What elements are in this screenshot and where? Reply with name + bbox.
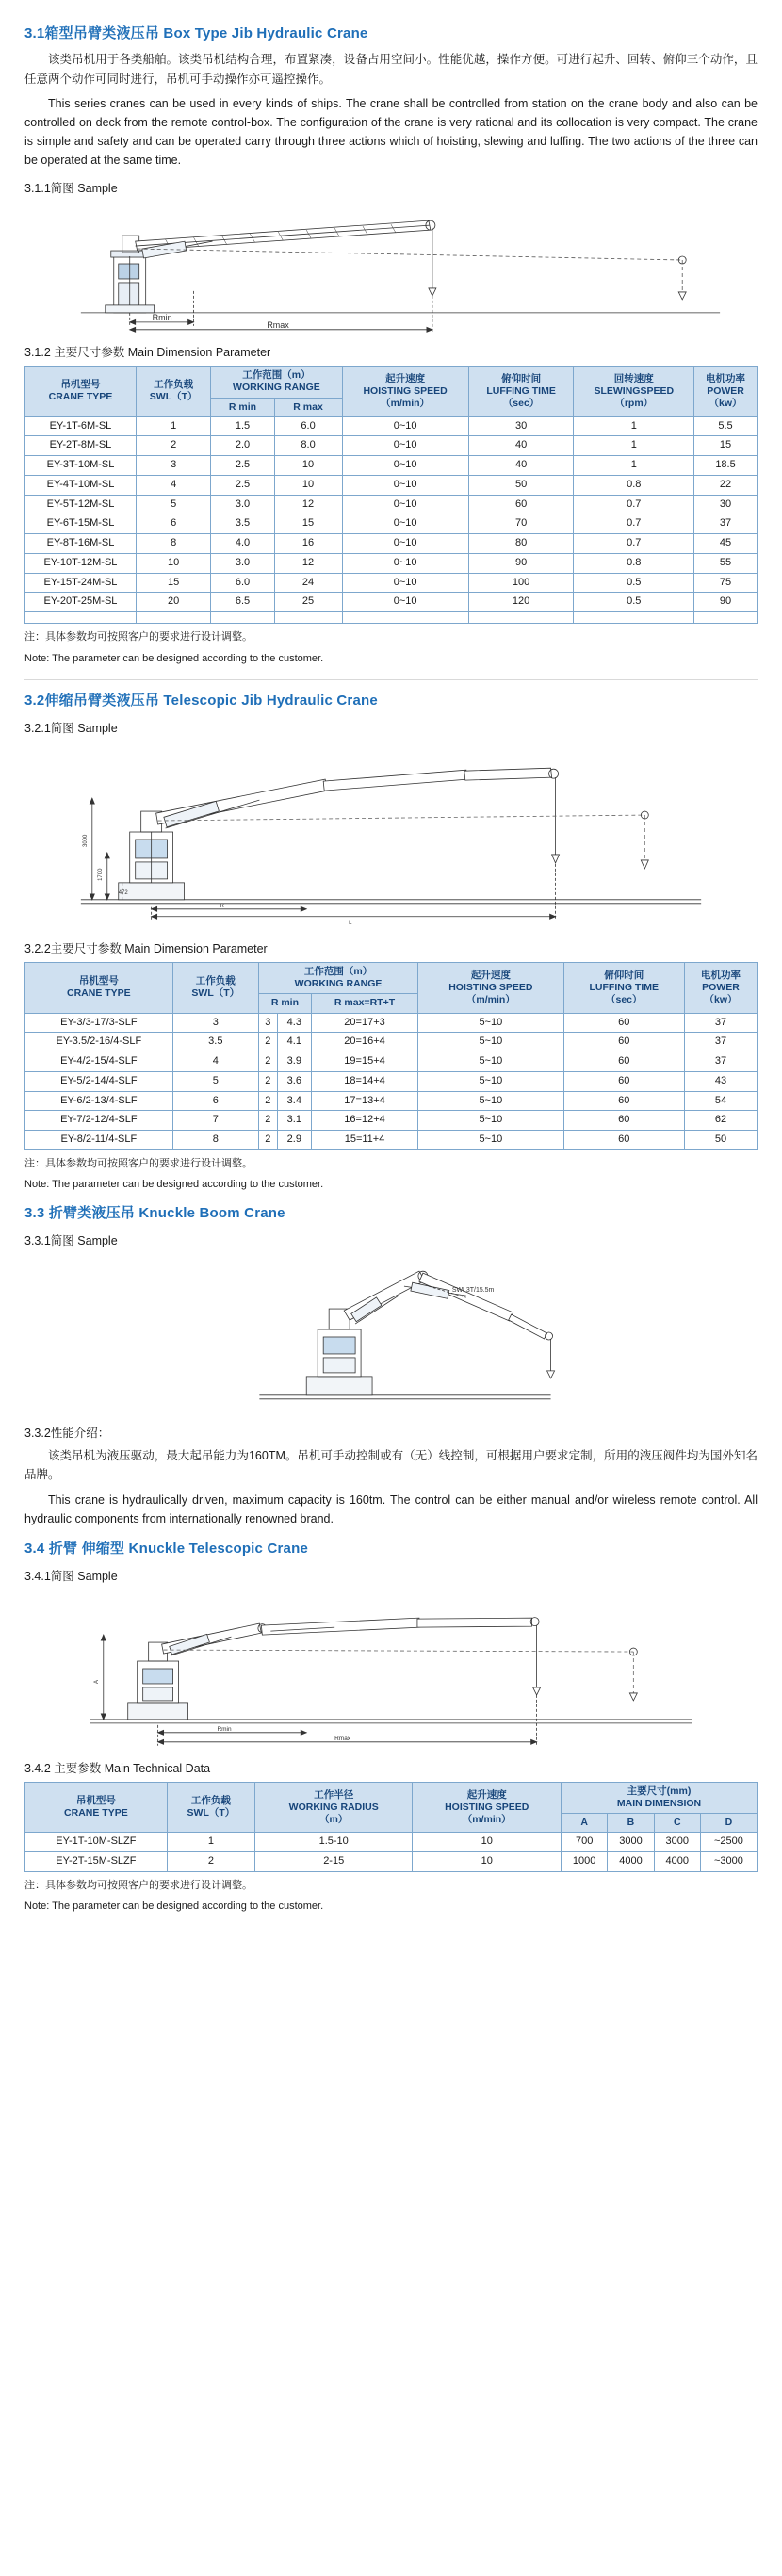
table34-col-crane-type: 吊机型号 CRANE TYPE bbox=[25, 1783, 168, 1833]
cell-rmax: 17=13+4 bbox=[311, 1091, 417, 1111]
cell-hoisting-speed: 5~10 bbox=[418, 1091, 563, 1111]
table34-body bbox=[25, 1833, 758, 1872]
cell-working-radius: 1.5-10 bbox=[255, 1833, 413, 1852]
cell-hoisting-speed: 0~10 bbox=[342, 573, 468, 593]
section-3-3-2-heading: 3.3.2性能介绍： bbox=[24, 1426, 110, 1440]
table31-head bbox=[25, 367, 758, 416]
cell-crane-type: EY-3/3-17/3-SLF bbox=[25, 1013, 173, 1033]
table31-col-rmin: R min bbox=[211, 398, 274, 416]
figure-dim-height: 3000 bbox=[82, 834, 89, 848]
table34-col-hoisting-speed: 起升速度 HOISTING SPEED （m/min） bbox=[413, 1783, 562, 1833]
figure-telescopic-jib-crane bbox=[24, 742, 758, 930]
table-row bbox=[25, 1052, 758, 1072]
cell-power: 50 bbox=[685, 1131, 758, 1150]
cell-dim-a: 1000 bbox=[562, 1852, 608, 1872]
table-row bbox=[25, 1071, 758, 1091]
section-3-4-1-heading: 3.4.1简图 Sample bbox=[24, 1570, 118, 1583]
cell-power: 22 bbox=[694, 475, 758, 495]
cell-slewing-speed: 0.7 bbox=[574, 495, 694, 514]
cell-crane-type: EY-5/2-14/4-SLF bbox=[25, 1071, 173, 1091]
table-row-empty bbox=[25, 612, 758, 624]
cell-hoisting-speed: 5~10 bbox=[418, 1111, 563, 1131]
table-row bbox=[25, 456, 758, 476]
cell-hoisting-speed: 5~10 bbox=[418, 1071, 563, 1091]
table31-col-crane-type: 吊机型号 CRANE TYPE bbox=[25, 367, 137, 416]
cell-dim-d: ~2500 bbox=[700, 1833, 757, 1852]
cell-slewing-speed: 1 bbox=[574, 416, 694, 436]
section-3-2-2-heading: 3.2.2主要尺寸参数 Main Dimension Parameter bbox=[24, 942, 268, 956]
table-row bbox=[25, 534, 758, 554]
table-row bbox=[25, 573, 758, 593]
table-row bbox=[25, 1013, 758, 1033]
figure-dim-rmax: L bbox=[349, 920, 352, 926]
cell-luffing-time: 60 bbox=[563, 1091, 685, 1111]
cell-swl: 6 bbox=[172, 1091, 258, 1111]
cell-crane-type: EY-4/2-15/4-SLF bbox=[25, 1052, 173, 1072]
table32-col-luffing-time: 俯仰时间 LUFFING TIME （sec） bbox=[563, 963, 685, 1013]
cell-rmax: 15=11+4 bbox=[311, 1131, 417, 1150]
cell-power: 37 bbox=[685, 1033, 758, 1052]
figure-dim-rmin: R bbox=[220, 903, 224, 909]
cell-working-radius: 2-15 bbox=[255, 1852, 413, 1872]
table32-header-row-1 bbox=[25, 963, 758, 994]
cell-rmin: 3.0 bbox=[211, 553, 274, 573]
cell-crane-type: EY-6T-15M-SL bbox=[25, 514, 137, 534]
cell-hoisting-speed: 0~10 bbox=[342, 416, 468, 436]
figure-label-rmin-34: Rmin bbox=[217, 1725, 232, 1733]
cell-crane-type: EY-3T-10M-SL bbox=[25, 456, 137, 476]
cell-crane-type: EY-7/2-12/4-SLF bbox=[25, 1111, 173, 1131]
cell-hoisting-speed: 0~10 bbox=[342, 593, 468, 612]
table34-col-working-radius: 工作半径 WORKING RADIUS （m） bbox=[255, 1783, 413, 1833]
cell-slewing-speed: 0.8 bbox=[574, 475, 694, 495]
cell-hoisting-speed: 0~10 bbox=[342, 553, 468, 573]
note-3-4-en: Note: The parameter can be designed according to the customer. bbox=[24, 1900, 324, 1913]
cell-swl: 7 bbox=[172, 1111, 258, 1131]
table-main-technical-data-knuckle-telescopic bbox=[24, 1782, 758, 1872]
cell-rmin-a: 3 bbox=[258, 1013, 277, 1033]
cell-dim-d: ~3000 bbox=[700, 1852, 757, 1872]
cell-crane-type: EY-5T-12M-SL bbox=[25, 495, 137, 514]
cell-luffing-time: 60 bbox=[563, 1071, 685, 1091]
cell-rmin-a: 2 bbox=[258, 1111, 277, 1131]
cell-slewing-speed: 1 bbox=[574, 436, 694, 456]
cell-crane-type: EY-4T-10M-SL bbox=[25, 475, 137, 495]
cell-dim-c: 3000 bbox=[654, 1833, 700, 1852]
cell-slewing-speed: 0.7 bbox=[574, 534, 694, 554]
cell-hoisting-speed: 0~10 bbox=[342, 436, 468, 456]
cell-crane-type: EY-2T-15M-SLZF bbox=[25, 1852, 168, 1872]
cell-luffing-time: 60 bbox=[563, 1111, 685, 1131]
cell-luffing-time: 90 bbox=[468, 553, 574, 573]
figure-dim-foundation: 472 bbox=[118, 889, 128, 896]
cell-rmin-b: 3.1 bbox=[277, 1111, 311, 1131]
cell-hoisting-speed: 5~10 bbox=[418, 1131, 563, 1150]
table34-col-d: D bbox=[700, 1814, 757, 1833]
table31-col-working-range: 工作范围（m） WORKING RANGE bbox=[211, 367, 342, 398]
table-row bbox=[25, 514, 758, 534]
cell-swl: 15 bbox=[136, 573, 210, 593]
table32-col-rmin: R min bbox=[258, 994, 311, 1013]
note-3-1-en: Note: The parameter can be designed according to the customer. bbox=[24, 652, 324, 664]
cell-rmin: 2.5 bbox=[211, 475, 274, 495]
cell-hoisting-speed: 10 bbox=[413, 1852, 562, 1872]
figure-label-swl: SWL3T/15.5m bbox=[451, 1286, 495, 1294]
cell-rmin-a: 2 bbox=[258, 1071, 277, 1091]
cell-rmax: 16 bbox=[274, 534, 342, 554]
section-3-4-2-heading: 3.4.2 主要参数 Main Technical Data bbox=[24, 1762, 211, 1775]
table34-col-swl: 工作负载 SWL（T） bbox=[167, 1783, 254, 1833]
cell-power: 37 bbox=[685, 1052, 758, 1072]
cell-rmin: 3.5 bbox=[211, 514, 274, 534]
cell-rmin: 4.0 bbox=[211, 534, 274, 554]
cell-swl: 3 bbox=[136, 456, 210, 476]
cell-hoisting-speed: 0~10 bbox=[342, 456, 468, 476]
section-divider bbox=[24, 679, 758, 680]
cell-rmin-b: 3.4 bbox=[277, 1091, 311, 1111]
cell-hoisting-speed: 0~10 bbox=[342, 534, 468, 554]
cell-rmin-b: 2.9 bbox=[277, 1131, 311, 1150]
section-3-3-paragraph-en: This crane is hydraulically driven, maximum capacity is 160tm. The control can be either manual and/or wireless remote control. All hydraulic components from internationally renowned brand. bbox=[24, 1493, 758, 1525]
cell-slewing-speed: 0.8 bbox=[574, 553, 694, 573]
cell-rmin-b: 4.1 bbox=[277, 1033, 311, 1052]
cell-swl: 3.5 bbox=[172, 1033, 258, 1052]
table31-col-hoisting-speed: 起升速度 HOISTING SPEED （m/min） bbox=[342, 367, 468, 416]
cell-power: 62 bbox=[685, 1111, 758, 1131]
cell-luffing-time: 60 bbox=[468, 495, 574, 514]
cell-power: 37 bbox=[685, 1013, 758, 1033]
cell-luffing-time: 60 bbox=[563, 1131, 685, 1150]
cell-rmax: 25 bbox=[274, 593, 342, 612]
cell-rmax: 8.0 bbox=[274, 436, 342, 456]
figure-label-rmax-34: Rmax bbox=[334, 1735, 351, 1742]
table31-col-slewing-speed: 回转速度 SLEWINGSPEED （rpm） bbox=[574, 367, 694, 416]
cell-rmax: 10 bbox=[274, 456, 342, 476]
table31-header-row-1 bbox=[25, 367, 758, 398]
cell-dim-a: 700 bbox=[562, 1833, 608, 1852]
cell-luffing-time: 40 bbox=[468, 436, 574, 456]
table31-col-luffing-time: 俯仰时间 LUFFING TIME （sec） bbox=[468, 367, 574, 416]
table34-header-row-1 bbox=[25, 1783, 758, 1814]
cell-rmin-a: 2 bbox=[258, 1091, 277, 1111]
cell-swl: 1 bbox=[167, 1833, 254, 1852]
cell-luffing-time: 100 bbox=[468, 573, 574, 593]
cell-luffing-time: 70 bbox=[468, 514, 574, 534]
section-3-3-1-heading: 3.3.1简图 Sample bbox=[24, 1233, 118, 1247]
cell-power: 18.5 bbox=[694, 456, 758, 476]
cell-hoisting-speed: 0~10 bbox=[342, 495, 468, 514]
cell-swl: 2 bbox=[167, 1852, 254, 1872]
cell-hoisting-speed: 5~10 bbox=[418, 1052, 563, 1072]
cell-crane-type: EY-2T-8M-SL bbox=[25, 436, 137, 456]
cell-hoisting-speed: 0~10 bbox=[342, 475, 468, 495]
cell-swl: 8 bbox=[136, 534, 210, 554]
cell-power: 43 bbox=[685, 1071, 758, 1091]
cell-luffing-time: 30 bbox=[468, 416, 574, 436]
cell-rmin-b: 4.3 bbox=[277, 1013, 311, 1033]
section-3-1-2-heading: 3.1.2 主要尺寸参数 Main Dimension Parameter bbox=[24, 346, 271, 360]
cell-rmax: 18=14+4 bbox=[311, 1071, 417, 1091]
cell-rmax: 15 bbox=[274, 514, 342, 534]
cell-power: 75 bbox=[694, 573, 758, 593]
section-heading-3-1: 3.1箱型吊臂类液压吊 Box Type Jib Hydraulic Crane bbox=[24, 25, 368, 41]
table-row bbox=[25, 1111, 758, 1131]
table31-col-swl: 工作负载 SWL（T） bbox=[136, 367, 210, 416]
table34-col-a: A bbox=[562, 1814, 608, 1833]
cell-slewing-speed: 0.5 bbox=[574, 573, 694, 593]
cell-slewing-speed: 0.5 bbox=[574, 593, 694, 612]
cell-rmax: 12 bbox=[274, 495, 342, 514]
cell-power: 30 bbox=[694, 495, 758, 514]
table34-col-b: B bbox=[608, 1814, 654, 1833]
figure-knuckle-boom-crane bbox=[24, 1254, 758, 1414]
figure-knuckle-telescopic-crane bbox=[24, 1590, 758, 1750]
table32-col-power: 电机功率 POWER （kw） bbox=[685, 963, 758, 1013]
cell-rmin: 6.0 bbox=[211, 573, 274, 593]
section-heading-3-2: 3.2伸缩吊臂类液压吊 Telescopic Jib Hydraulic Crane bbox=[24, 693, 378, 709]
cell-swl: 2 bbox=[136, 436, 210, 456]
cell-rmax: 10 bbox=[274, 475, 342, 495]
cell-rmax: 16=12+4 bbox=[311, 1111, 417, 1131]
table31-col-power: 电机功率 POWER （kw） bbox=[694, 367, 758, 416]
cell-swl: 5 bbox=[136, 495, 210, 514]
cell-rmax: 12 bbox=[274, 553, 342, 573]
cell-rmin: 2.5 bbox=[211, 456, 274, 476]
cell-crane-type: EY-20T-25M-SL bbox=[25, 593, 137, 612]
section-3-1-1-heading: 3.1.1简图 Sample bbox=[24, 182, 118, 196]
table-row bbox=[25, 1033, 758, 1052]
cell-crane-type: EY-8/2-11/4-SLF bbox=[25, 1131, 173, 1150]
cell-rmin-a: 2 bbox=[258, 1033, 277, 1052]
cell-swl: 3 bbox=[172, 1013, 258, 1033]
cell-luffing-time: 60 bbox=[563, 1033, 685, 1052]
cell-power: 15 bbox=[694, 436, 758, 456]
table-row bbox=[25, 436, 758, 456]
table-row bbox=[25, 1091, 758, 1111]
figure-label-rmax: Rmax bbox=[267, 320, 289, 331]
table32-head bbox=[25, 963, 758, 1013]
cell-swl: 4 bbox=[136, 475, 210, 495]
cell-hoisting-speed: 0~10 bbox=[342, 514, 468, 534]
section-3-3-paragraph-cn: 该类吊机为液压驱动，最大起吊能力为160TM。吊机可手动控制或有（无）线控制，可根据用户要求定制，所用的液压阀件均为国外知名品牌。 bbox=[24, 1448, 758, 1482]
cell-swl: 5 bbox=[172, 1071, 258, 1091]
table34-head bbox=[25, 1783, 758, 1833]
table-row bbox=[25, 553, 758, 573]
cell-rmin: 6.5 bbox=[211, 593, 274, 612]
cell-luffing-time: 120 bbox=[468, 593, 574, 612]
table32-body bbox=[25, 1013, 758, 1149]
cell-luffing-time: 80 bbox=[468, 534, 574, 554]
cell-luffing-time: 40 bbox=[468, 456, 574, 476]
cell-rmin: 2.0 bbox=[211, 436, 274, 456]
cell-power: 55 bbox=[694, 553, 758, 573]
figure-box-type-jib-crane bbox=[24, 202, 758, 334]
cell-dim-b: 3000 bbox=[608, 1833, 654, 1852]
cell-crane-type: EY-8T-16M-SL bbox=[25, 534, 137, 554]
cell-swl: 1 bbox=[136, 416, 210, 436]
section-3-2-1-heading: 3.2.1简图 Sample bbox=[24, 722, 118, 736]
cell-rmax: 20=17+3 bbox=[311, 1013, 417, 1033]
cell-dim-b: 4000 bbox=[608, 1852, 654, 1872]
cell-crane-type: EY-3.5/2-16/4-SLF bbox=[25, 1033, 173, 1052]
figure-label-rmin: Rmin bbox=[152, 313, 172, 323]
note-3-1-cn: 注：具体参数均可按照客户的要求进行设计调整。 bbox=[24, 631, 253, 644]
table-row bbox=[25, 416, 758, 436]
cell-dim-c: 4000 bbox=[654, 1852, 700, 1872]
table31-col-rmax: R max bbox=[274, 398, 342, 416]
cell-power: 37 bbox=[694, 514, 758, 534]
cell-hoisting-speed: 5~10 bbox=[418, 1013, 563, 1033]
note-3-4-cn: 注：具体参数均可按照客户的要求进行设计调整。 bbox=[24, 1879, 253, 1891]
table-main-dimension-parameter-telescopic bbox=[24, 962, 758, 1150]
cell-hoisting-speed: 5~10 bbox=[418, 1033, 563, 1052]
cell-slewing-speed: 0.7 bbox=[574, 514, 694, 534]
cell-power: 45 bbox=[694, 534, 758, 554]
cell-luffing-time: 60 bbox=[563, 1013, 685, 1033]
cell-crane-type: EY-1T-10M-SLZF bbox=[25, 1833, 168, 1852]
table34-col-main-dimension: 主要尺寸(mm) MAIN DIMENSION bbox=[562, 1783, 758, 1814]
cell-crane-type: EY-6/2-13/4-SLF bbox=[25, 1091, 173, 1111]
table-row bbox=[25, 475, 758, 495]
table32-col-crane-type: 吊机型号 CRANE TYPE bbox=[25, 963, 173, 1013]
section-heading-3-3: 3.3 折臂类液压吊 Knuckle Boom Crane bbox=[24, 1204, 285, 1221]
figure-dim-base: 1700 bbox=[97, 868, 104, 882]
table-row bbox=[25, 593, 758, 612]
cell-rmax: 19=15+4 bbox=[311, 1052, 417, 1072]
cell-rmin: 3.0 bbox=[211, 495, 274, 514]
cell-crane-type: EY-15T-24M-SL bbox=[25, 573, 137, 593]
table32-col-rmax: R max=RT+T bbox=[311, 994, 417, 1013]
section-3-1-paragraph-en: This series cranes can be used in every kinds of ships. The crane shall be controlled from station on the crane body and also can be controlled on deck from the remote control-box. The configuration of the crane is very rational and its collocation is very compact. The crane is simple and safety and can be operated carry through three actions which of hoisting, slewing and luffing. The two actions of the three can be operated at the same time. bbox=[24, 97, 758, 168]
table-row bbox=[25, 1833, 758, 1852]
cell-rmax: 20=16+4 bbox=[311, 1033, 417, 1052]
cell-rmin-a: 2 bbox=[258, 1131, 277, 1150]
table32-col-working-range: 工作范围（m） WORKING RANGE bbox=[258, 963, 417, 994]
table-row bbox=[25, 1852, 758, 1872]
figure-dim-height-34: A bbox=[93, 1679, 100, 1684]
table32-col-swl: 工作负载 SWL（T） bbox=[172, 963, 258, 1013]
cell-crane-type: EY-10T-12M-SL bbox=[25, 553, 137, 573]
cell-luffing-time: 50 bbox=[468, 475, 574, 495]
cell-rmax: 24 bbox=[274, 573, 342, 593]
cell-rmin-b: 3.6 bbox=[277, 1071, 311, 1091]
section-heading-3-4: 3.4 折臂 伸缩型 Knuckle Telescopic Crane bbox=[24, 1541, 308, 1557]
cell-rmin-b: 3.9 bbox=[277, 1052, 311, 1072]
cell-swl: 4 bbox=[172, 1052, 258, 1072]
table-main-dimension-parameter-box-jib bbox=[24, 366, 758, 624]
cell-crane-type: EY-1T-6M-SL bbox=[25, 416, 137, 436]
cell-swl: 6 bbox=[136, 514, 210, 534]
cell-swl: 10 bbox=[136, 553, 210, 573]
cell-rmin-a: 2 bbox=[258, 1052, 277, 1072]
cell-power: 5.5 bbox=[694, 416, 758, 436]
section-3-1-paragraph-cn: 该类吊机用于各类船舶。该类吊机结构合理，布置紧凑，设备占用空间小。性能优越，操作方便。可进行起升、回转、俯仰三个动作，且任意两个动作可同时进行，吊机可手动操作亦可遥控操作。 bbox=[24, 53, 758, 86]
cell-slewing-speed: 1 bbox=[574, 456, 694, 476]
table31-body bbox=[25, 416, 758, 624]
cell-hoisting-speed: 10 bbox=[413, 1833, 562, 1852]
cell-luffing-time: 60 bbox=[563, 1052, 685, 1072]
cell-rmin: 1.5 bbox=[211, 416, 274, 436]
table32-col-hoisting-speed: 起升速度 HOISTING SPEED （m/min） bbox=[418, 963, 563, 1013]
cell-swl: 20 bbox=[136, 593, 210, 612]
table34-col-c: C bbox=[654, 1814, 700, 1833]
cell-power: 90 bbox=[694, 593, 758, 612]
note-3-2-cn: 注：具体参数均可按照客户的要求进行设计调整。 bbox=[24, 1157, 253, 1169]
note-3-2-en: Note: The parameter can be designed according to the customer. bbox=[24, 1179, 324, 1191]
table-row bbox=[25, 1131, 758, 1150]
cell-rmax: 6.0 bbox=[274, 416, 342, 436]
cell-power: 54 bbox=[685, 1091, 758, 1111]
cell-swl: 8 bbox=[172, 1131, 258, 1150]
table-row bbox=[25, 495, 758, 514]
